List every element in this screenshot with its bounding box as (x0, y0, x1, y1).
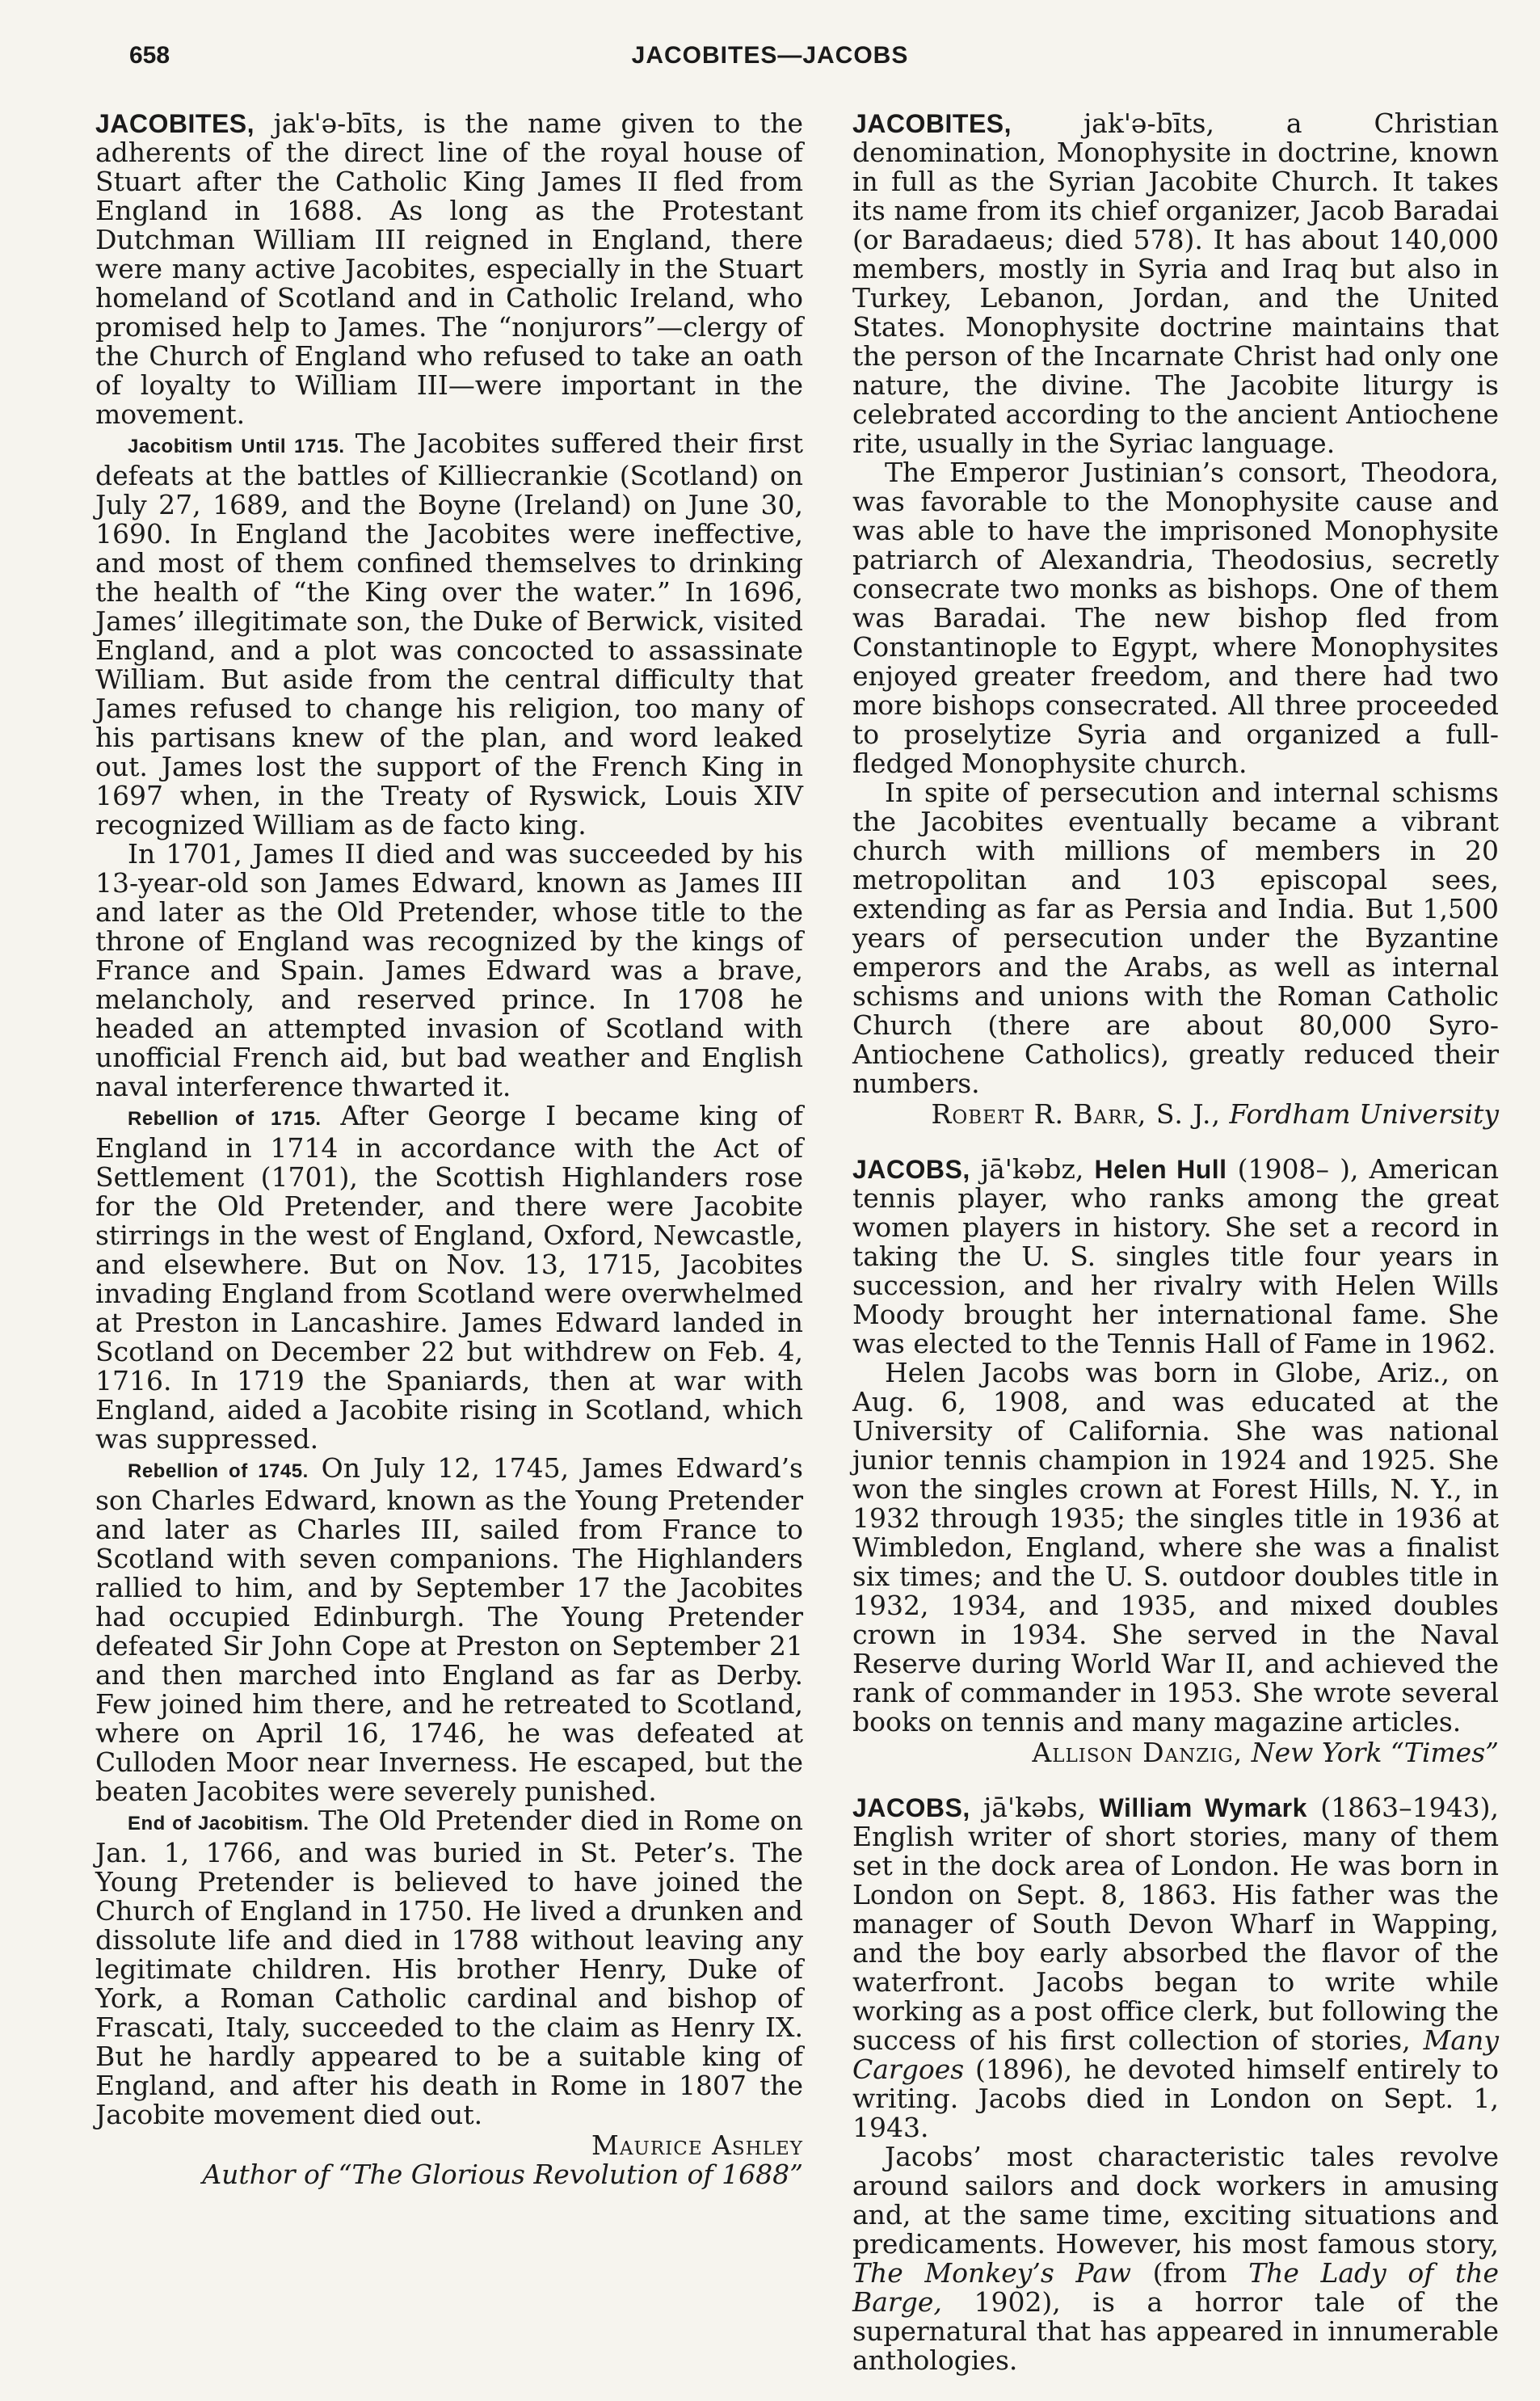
paragraph-text: 1902), is a horror tale of the supernatural that has appeared in innumerable anthologies. (852, 2286, 1499, 2376)
pronunciation: jā'kəbs, (983, 1792, 1087, 1823)
right-column (852, 109, 1499, 2401)
paragraph: Helen Jacobs was born in Globe, Ariz., on Aug. 6, 1908, and was educated at the University of California. She was national junior tennis champion in 1924 and 1925. She won the singles crown at Forest Hills, N. Y., in 1932 through 1935; the singles title in 1936 at Wimbledon, England, where she was a finalist six times; and the U. S. outdoor doubles title in 1932, 1934, and 1935, and mixed doubles crown in 1934. She served in the Naval Reserve during World War II, and achieved the rank of commander in 1953. She wrote several books on tennis and many magazine articles. (852, 1357, 1499, 1738)
paragraph: In spite of persecution and internal schisms the Jacobites eventually became a vibrant church with millions of members in 20 metropolitan and 103 episcopal sees, extending as far as Persia and India. But 1,500 years of persecution under the Byzantine emperors and the Arabs, as well as internal schisms and unions with the Roman Catholic Church (there are about 80,000 Syro-Antiochene Catholics), greatly reduced their numbers. (852, 777, 1499, 1099)
running-head: JACOBITES—JACOBS (631, 42, 909, 69)
author-credit (95, 2131, 803, 2189)
entry-intro (852, 1155, 1499, 1358)
entry-intro (852, 109, 1499, 458)
section-heading: End of Jacobitism. (128, 1813, 309, 1834)
entry-jacobites-political (95, 109, 803, 2189)
section-paragraph (95, 1102, 803, 1454)
page-number: 658 (129, 42, 170, 69)
section-paragraph (95, 1454, 803, 1806)
author-name: Allison Danzig, (1032, 1737, 1243, 1768)
paragraph-text: (1896), he devoted himself entirely to writing. Jacobs died in London on Sept. 1, 1943. (852, 2053, 1499, 2143)
paragraph-text: English writer of short stories, many of them set in the dock area of London. He was born in London on Sept. 8, 1863. His father was the manager of South Devon Wharf in Wapping, and the boy early absorbed the flavor of the waterfront. Jacobs began to write while working as a post office clerk, but following the success of his first collection of stories, (852, 1821, 1499, 2056)
headword: JACOBITES, (852, 109, 1012, 138)
paragraph-text: Jacobs’ most characteristic tales revolve around sailors and dock workers in amusing and, at the same time, exciting situations and predicaments. However, his most famous story, (852, 2141, 1499, 2260)
author-name: Robert R. Barr, S. J., (931, 1098, 1221, 1130)
author-affiliation: Author of “The Glorious Revolution of 1688” (202, 2159, 803, 2190)
book-title: The Lady of the Barge, (852, 2257, 1500, 2318)
paragraph-text: On July 12, 1745, James Edward’s son Charles Edward, known as the Young Pretender and later as Charles III, sailed from France to Scotland with seven companions. The Highlanders rallied to him, and by September 17 the Jacobites had occupied Edinburgh. The Young Pretender defeated Sir John Cope at Preston on September 21 and then marched into England as far as Derby. Few joined him there, and he retreated to Scotland, where on April 16, 1746, he was defeated at Culloden Moor near Inverness. He escaped, but the beaten Jacobites were severely punished. (95, 1452, 803, 1807)
pronunciation: jak'ə-bīts, (1083, 107, 1214, 139)
intro-text: is the name given to the adherents of the direct line of the royal house of Stuart after the Catholic King James II fled from England in 1688. As long as the Protestant Dutchman William III reigned in England, there were many active Jacobites, especially in the Stuart homeland of Scotland and in Catholic Ireland, who promised help to James. The “nonjurors”—clergy of the Church of England who refused to take an oath of loyalty to William III—were important in the movement. (95, 107, 803, 430)
entry-jacobites-church (852, 109, 1499, 1129)
person-name: Helen Hull (1094, 1155, 1227, 1184)
paragraph-text: The Jacobites suffered their first defeats at the battles of Killiecrankie (Scotland) on July 27, 1689, and the Boyne (Ireland) on June 30, 1690. In England the Jacobites were ineffective, and most of them confined themselves to drinking the health of “the King over the water.” In 1696, James’ illegitimate son, the Duke of Berwick, visited England, and a plot was concocted to assassinate William. But aside from the central difficulty that James refused to change his religion, too many of his partisans knew of the plan, and word leaked out. James lost the support of the French King in 1697 when, in the Treaty of Ryswick, Louis XIV recognized William as de facto king. (95, 428, 804, 840)
life-dates: (1863–1943), (1320, 1792, 1500, 1823)
page-header (0, 42, 1540, 84)
pronunciation: jā'kəbz, (980, 1153, 1084, 1185)
section-heading: Rebellion of 1745. (128, 1460, 309, 1482)
person-name: William Wymark (1099, 1793, 1307, 1822)
entry-intro (95, 109, 803, 429)
paragraph (852, 2142, 1499, 2375)
entry-jacobs-helen (852, 1155, 1499, 1767)
section-paragraph (95, 1806, 803, 2129)
author-name: Maurice Ashley (591, 2129, 803, 2161)
section-heading: Rebellion of 1715. (128, 1108, 322, 1130)
paragraph-text: American tennis player, who ranks among the great women players in history. She set a record in taking the U. S. singles title four years in succession, and her rivalry with Helen Wills Moody brought her international fame. She was elected to the Tennis Hall of Fame in 1962. (852, 1153, 1500, 1359)
section-heading: Jacobitism Until 1715. (128, 436, 345, 457)
pronunciation: jak'ə-bīts, (273, 107, 405, 139)
paragraph-text: The Old Pretender died in Rome on Jan. 1, 1766, and was buried in St. Peter’s. The Young Pretender is believed to have joined the Church of England in 1750. He lived a drunken and dissolute life and died in 1788 without leaving any legitimate children. His brother Henry, Duke of York, a Roman Catholic cardinal and bishop of Frascati, Italy, succeeded to the claim as Henry IX. But he hardly appeared to be a suitable king of England, and after his death in Rome in 1807 the Jacobite movement died out. (95, 1805, 803, 2130)
author-credit (852, 1738, 1499, 1767)
entry-jacobs-william (852, 1793, 1499, 2375)
life-dates: (1908– ), (1237, 1153, 1359, 1185)
headword: JACOBITES, (95, 109, 255, 138)
headword: JACOBS, (852, 1155, 970, 1184)
paragraph-text: After George I became king of England in 1714 in accordance with the Act of Settlement (1701), the Scottish Highlanders rose for the Old Pretender, and there were Jacobite stirrings in the west of England, Oxford, Newcastle, and elsewhere. But on Nov. 13, 1715, Jacobites invading England from Scotland were overwhelmed at Preston in Lancashire. James Edward landed in Scotland on December 22 but withdrew on Feb. 4, 1716. In 1719 the Spaniards, then at war with England, aided a Jacobite rising in Scotland, which was suppressed. (95, 1100, 804, 1455)
book-title: The Monkey’s Paw (852, 2257, 1132, 2289)
author-affiliation: New York “Times” (1251, 1737, 1499, 1768)
headword: JACOBS, (852, 1793, 970, 1822)
author-affiliation: Fordham University (1229, 1098, 1499, 1130)
paragraph-text: a Christian denomination, Monophysite in doctrine, known in full as the Syrian Jacobite Church. It takes its name from its chief organizer, Jacob Baradai (or Baradaeus; died 578). It has about 140,000 members, mostly in Syria and Iraq but also in Turkey, Lebanon, Jordan, and the United States. Monophysite doctrine maintains that the person of the Incarnate Christ had only one nature, the divine. The Jacobite liturgy is celebrated according to the ancient Antiochene rite, usually in the Syriac language. (852, 107, 1499, 459)
left-column (95, 109, 803, 2215)
section-paragraph (95, 429, 803, 840)
author-credit (852, 1100, 1499, 1129)
book-title: Many Cargoes (852, 2024, 1499, 2085)
entry-intro (852, 1793, 1499, 2142)
paragraph-text: (from (1152, 2257, 1227, 2289)
paragraph: The Emperor Justinian’s consort, Theodora, was favorable to the Monophysite cause and was able to have the imprisoned Monophysite patriarch of Alexandria, Theodosius, secretly consecrate two monks as bishops. One of them was Baradai. The new bishop fled from Constantinople to Egypt, where Monophysites enjoyed greater freedom, and there had two more bishops consecrated. All three proceeded to proselytize Syria and organized a full-fledged Monophysite church. (852, 457, 1499, 779)
section-paragraph: In 1701, James II died and was succeeded by his 13-year-old son James Edward, known as James III and later as the Old Pretender, whose title to the throne of England was recognized by the kings of France and Spain. James Edward was a brave, melancholy, and reserved prince. In 1708 he headed an attempted invasion of Scotland with unofficial French aid, but bad weather and English naval interference thwarted it. (95, 838, 803, 1102)
